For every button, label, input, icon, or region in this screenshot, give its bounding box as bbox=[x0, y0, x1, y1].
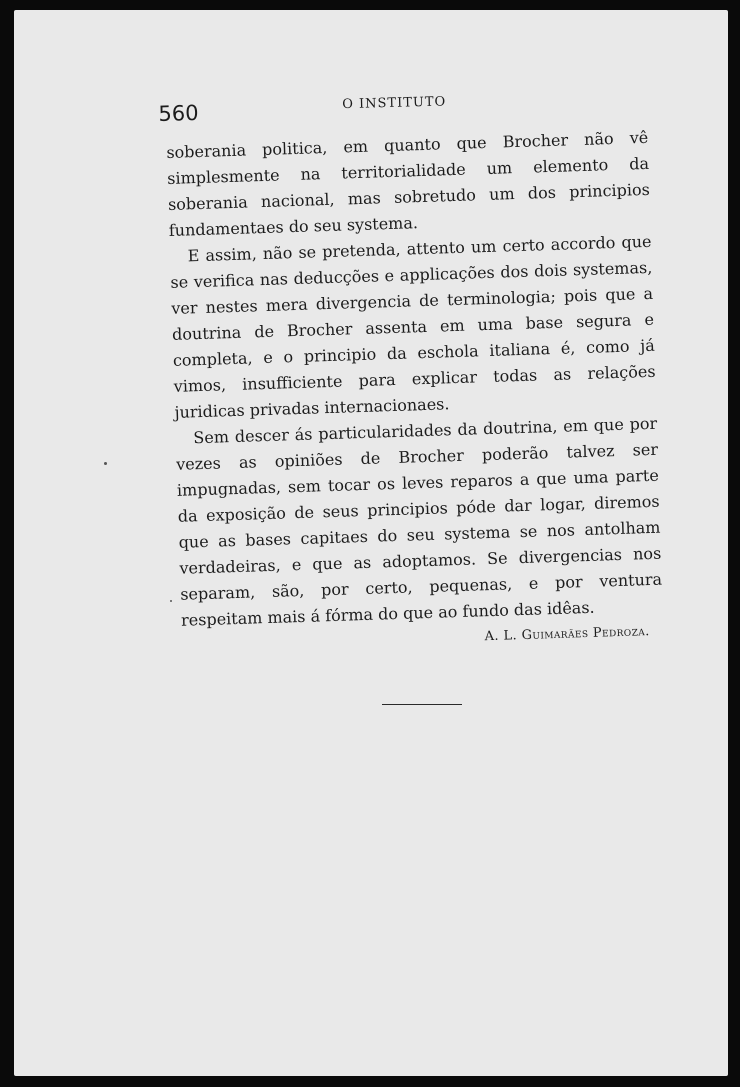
body-text bbox=[166, 125, 664, 660]
paper-speck bbox=[170, 600, 172, 602]
paper-speck bbox=[104, 462, 107, 465]
paragraph-2: E assim, não se pretenda, attento um certo accordo que se verifica nas deducções e applicações dos dois systemas, ver nestes mera divergencia de terminologia; pois que a doutrina de Brocher assenta em uma base segura e completa, e o principio da eschola italiana é, como já vimos, insufficiente para explicar todas as relações juridicas privadas internacionaes. bbox=[170, 231, 656, 422]
paragraph-1: soberania politica, em quanto que Brocher não vê simplesmente na territorialidade um elemento da soberania nacional, mas sobretudo um dos principios fundamentaes do seu systema. bbox=[166, 127, 651, 240]
running-head: O INSTITUTO bbox=[342, 94, 447, 113]
author-signature: A. L. Guimarães Pedroza. bbox=[484, 624, 650, 645]
closing-rule bbox=[382, 704, 462, 705]
paragraph-3: Sem descer ás particularidades da doutrina, em que por vezes as opiniões de Brocher poderão talvez ser impugnadas, sem tocar os leves reparos a que uma parte da exposição de seus principios póde dar logar, diremos que as bases capitaes do seu systema se nos antolham verdadeiras, e que as adoptamos. Se divergencias nos separam, são, por certo, pequenas, e por ventura respeitam mais á fórma do que ao fundo das idêas. bbox=[175, 413, 663, 630]
page-number: 560 bbox=[158, 100, 199, 126]
